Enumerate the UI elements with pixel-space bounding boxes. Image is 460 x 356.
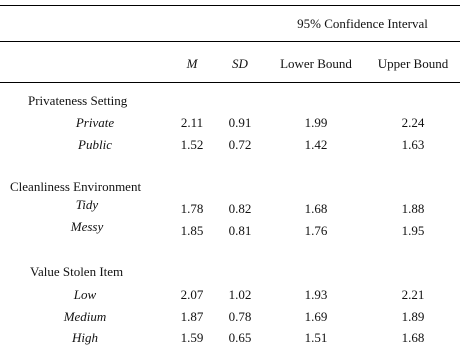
row-label: Tidy xyxy=(75,197,99,212)
group-label-value-stolen: Value Stolen Item xyxy=(30,264,124,279)
header-rule xyxy=(0,82,460,83)
row-label: Public xyxy=(78,137,112,152)
group-label-privateness: Privateness Setting xyxy=(28,93,128,108)
cell-sd: 1.02 xyxy=(228,287,252,302)
cell-upper: 1.95 xyxy=(401,223,425,238)
cell-sd: 0.72 xyxy=(228,137,252,152)
cell-m: 1.85 xyxy=(180,223,204,238)
cell-m: 1.78 xyxy=(180,201,204,216)
row-label: Medium xyxy=(63,309,107,324)
cell-lower: 1.93 xyxy=(304,287,328,302)
cell-upper: 1.89 xyxy=(401,309,425,324)
cell-lower: 1.69 xyxy=(304,309,328,324)
col-header-sd: SD xyxy=(232,56,248,71)
col-header-upper-bound: Upper Bound xyxy=(377,56,449,71)
cell-upper: 1.88 xyxy=(401,201,425,216)
col-header-lower-bound: Lower Bound xyxy=(280,56,352,71)
cell-sd: 0.91 xyxy=(228,115,252,130)
cell-lower: 1.42 xyxy=(304,137,328,152)
cell-sd: 0.82 xyxy=(228,201,252,216)
cell-lower: 1.51 xyxy=(304,330,328,345)
cell-m: 1.59 xyxy=(180,330,204,345)
cell-upper: 1.63 xyxy=(401,137,425,152)
row-label: Private xyxy=(75,115,115,130)
cell-lower: 1.99 xyxy=(304,115,328,130)
row-label: Low xyxy=(73,287,97,302)
row-label: High xyxy=(72,330,98,345)
cell-m: 2.11 xyxy=(180,115,204,130)
ci-header: 95% Confidence Interval xyxy=(297,16,428,31)
cell-upper: 2.21 xyxy=(401,287,425,302)
cell-sd: 0.81 xyxy=(228,223,252,238)
cell-upper: 2.24 xyxy=(401,115,425,130)
cell-sd: 0.78 xyxy=(228,309,252,324)
col-header-m: M xyxy=(186,56,198,71)
group-label-cleanliness: Cleanliness Environment xyxy=(10,179,142,194)
cell-m: 1.52 xyxy=(180,137,204,152)
top-rule xyxy=(0,5,460,6)
ci-rule xyxy=(0,41,460,42)
cell-sd: 0.65 xyxy=(228,330,252,345)
cell-lower: 1.68 xyxy=(304,201,328,216)
cell-m: 1.87 xyxy=(180,309,204,324)
cell-upper: 1.68 xyxy=(401,330,425,345)
cell-lower: 1.76 xyxy=(304,223,328,238)
cell-m: 2.07 xyxy=(180,287,204,302)
row-label: Messy xyxy=(70,219,104,234)
